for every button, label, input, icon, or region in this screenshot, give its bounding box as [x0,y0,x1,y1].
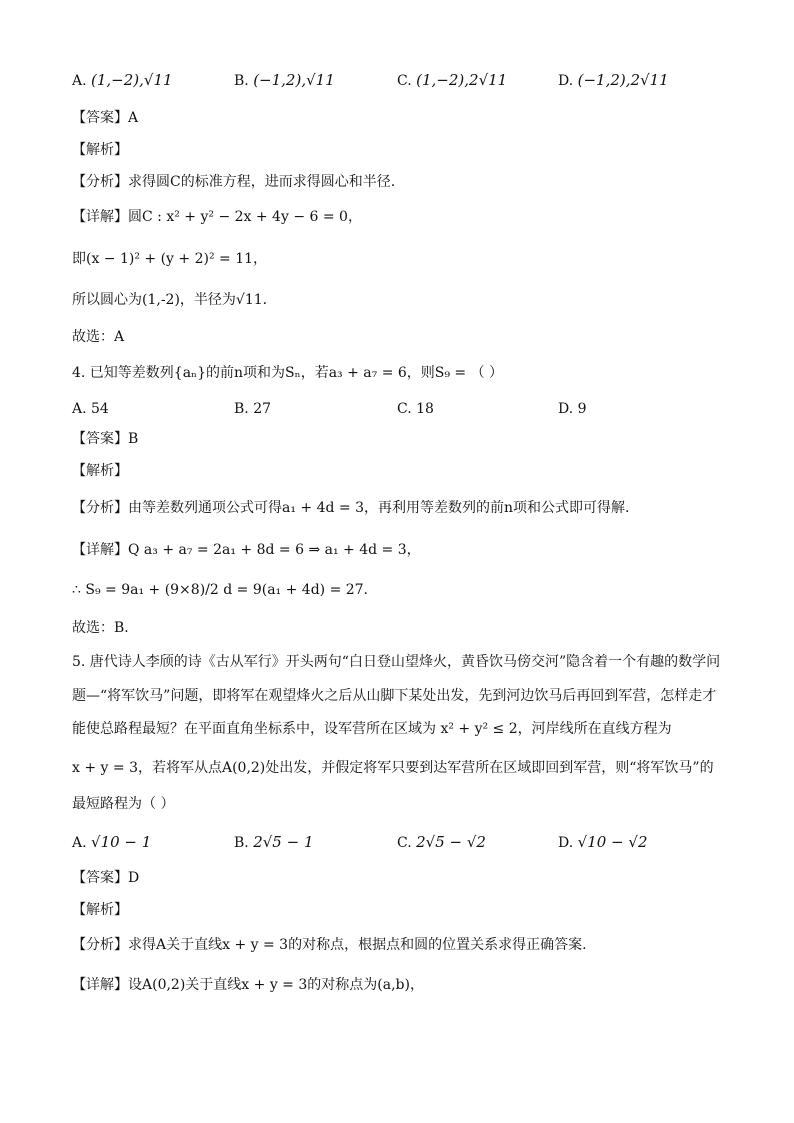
option-math: 2√5 − 1 [253,833,314,851]
q3-option-d [558,70,669,91]
q4-detail-2: ∴ S₉ = 9a₁ + (9×8)/2 d = 9(a₁ + 4d) = 27. [72,582,369,598]
q3-option-a [72,70,173,91]
option-label: B. [234,73,249,89]
option-text: 54 [91,401,109,417]
q3-option-c [397,70,507,91]
q5-stem-3: 能使总路程最短？在平面直角坐标系中，设军营所在区域为 x² + y² ≤ 2，河岸线所在直线方程为 [72,721,672,737]
q5-option-d [558,832,648,853]
option-label: C. [397,835,412,851]
option-label: B. [234,835,249,851]
option-label: D. [558,835,574,851]
q3-detail-2: 即(x − 1)² + (y + 2)² = 11， [72,251,268,267]
option-label: A. [72,73,87,89]
q3-detail-3: 所以圆心为(1,-2)，半径为√11. [72,292,268,308]
option-math: (1,−2),2√11 [416,71,508,89]
option-math: √10 − √2 [577,833,648,851]
q4-option-c [397,399,434,419]
option-label: C. [397,73,412,89]
q5-analysis: 【分析】求得A关于直线x + y = 3的对称点，根据点和圆的位置关系求得正确答案. [72,937,587,953]
q4-stem: 4. 已知等差数列{aₙ}的前n项和为Sₙ，若a₃ + a₇ = 6，则S₉ = （ ） [72,365,504,381]
option-label: D. [558,73,574,89]
option-math: √10 − 1 [91,833,152,851]
option-text: 18 [416,401,434,417]
q4-detail-1: 【详解】Q a₃ + a₇ = 2a₁ + 8d = 6 ⇒ a₁ + 4d = 3， [72,542,421,558]
q5-stem-2: 题—“将军饮马”问题，即将军在观望烽火之后从山脚下某处出发，先到河边饮马后再回到军营，怎样走才 [72,688,717,704]
option-math: (−1,2),√11 [253,71,335,89]
q5-detail-1: 【详解】设A(0,2)关于直线x + y = 3的对称点为(a,b)， [72,977,424,993]
q5-option-b [234,832,314,853]
option-math: 2√5 − √2 [416,833,486,851]
q4-option-b [234,399,271,419]
q5-stem-4: x + y = 3，若将军从点A(0,2)处出发，并假定将军只要到达军营所在区域即回到军营，则“将军饮马”的 [72,760,714,776]
q4-answer: 【答案】B [72,431,139,447]
q4-option-d [558,399,587,419]
q5-stem-5: 最短路程为（ ） [72,796,175,812]
option-label: C. [397,401,412,417]
option-text: 9 [577,401,587,417]
q3-jiexi: 【解析】 [72,142,128,158]
option-label: D. [558,401,574,417]
option-math: (1,−2),√11 [91,71,173,89]
q5-jiexi: 【解析】 [72,902,128,918]
option-math: (−1,2),2√11 [577,71,669,89]
q5-option-c [397,832,486,853]
q4-option-a [72,399,109,419]
q4-choice: 故选：B. [72,620,129,636]
q3-option-b [234,70,335,91]
q3-answer: 【答案】A [72,110,139,126]
q4-analysis: 【分析】由等差数列通项公式可得a₁ + 4d = 3，再利用等差数列的前n项和公式即可得解. [72,500,630,516]
q3-detail-1: 【详解】圆C : x² + y² − 2x + 4y − 6 = 0， [72,209,362,225]
q5-stem-1: 5. 唐代诗人李颀的诗《古从军行》开头两句“白日登山望烽火，黄昏饮马傍交河”隐含着一个有趣的数学问 [72,654,721,670]
q5-answer: 【答案】D [72,870,140,886]
q3-analysis: 【分析】求得圆C的标准方程，进而求得圆心和半径. [72,174,396,190]
option-label: B. [234,401,249,417]
option-label: A. [72,401,87,417]
option-label: A. [72,835,87,851]
q3-choice: 故选：A [72,329,125,345]
option-text: 27 [253,401,272,417]
q4-jiexi: 【解析】 [72,463,128,479]
q5-option-a [72,832,151,853]
